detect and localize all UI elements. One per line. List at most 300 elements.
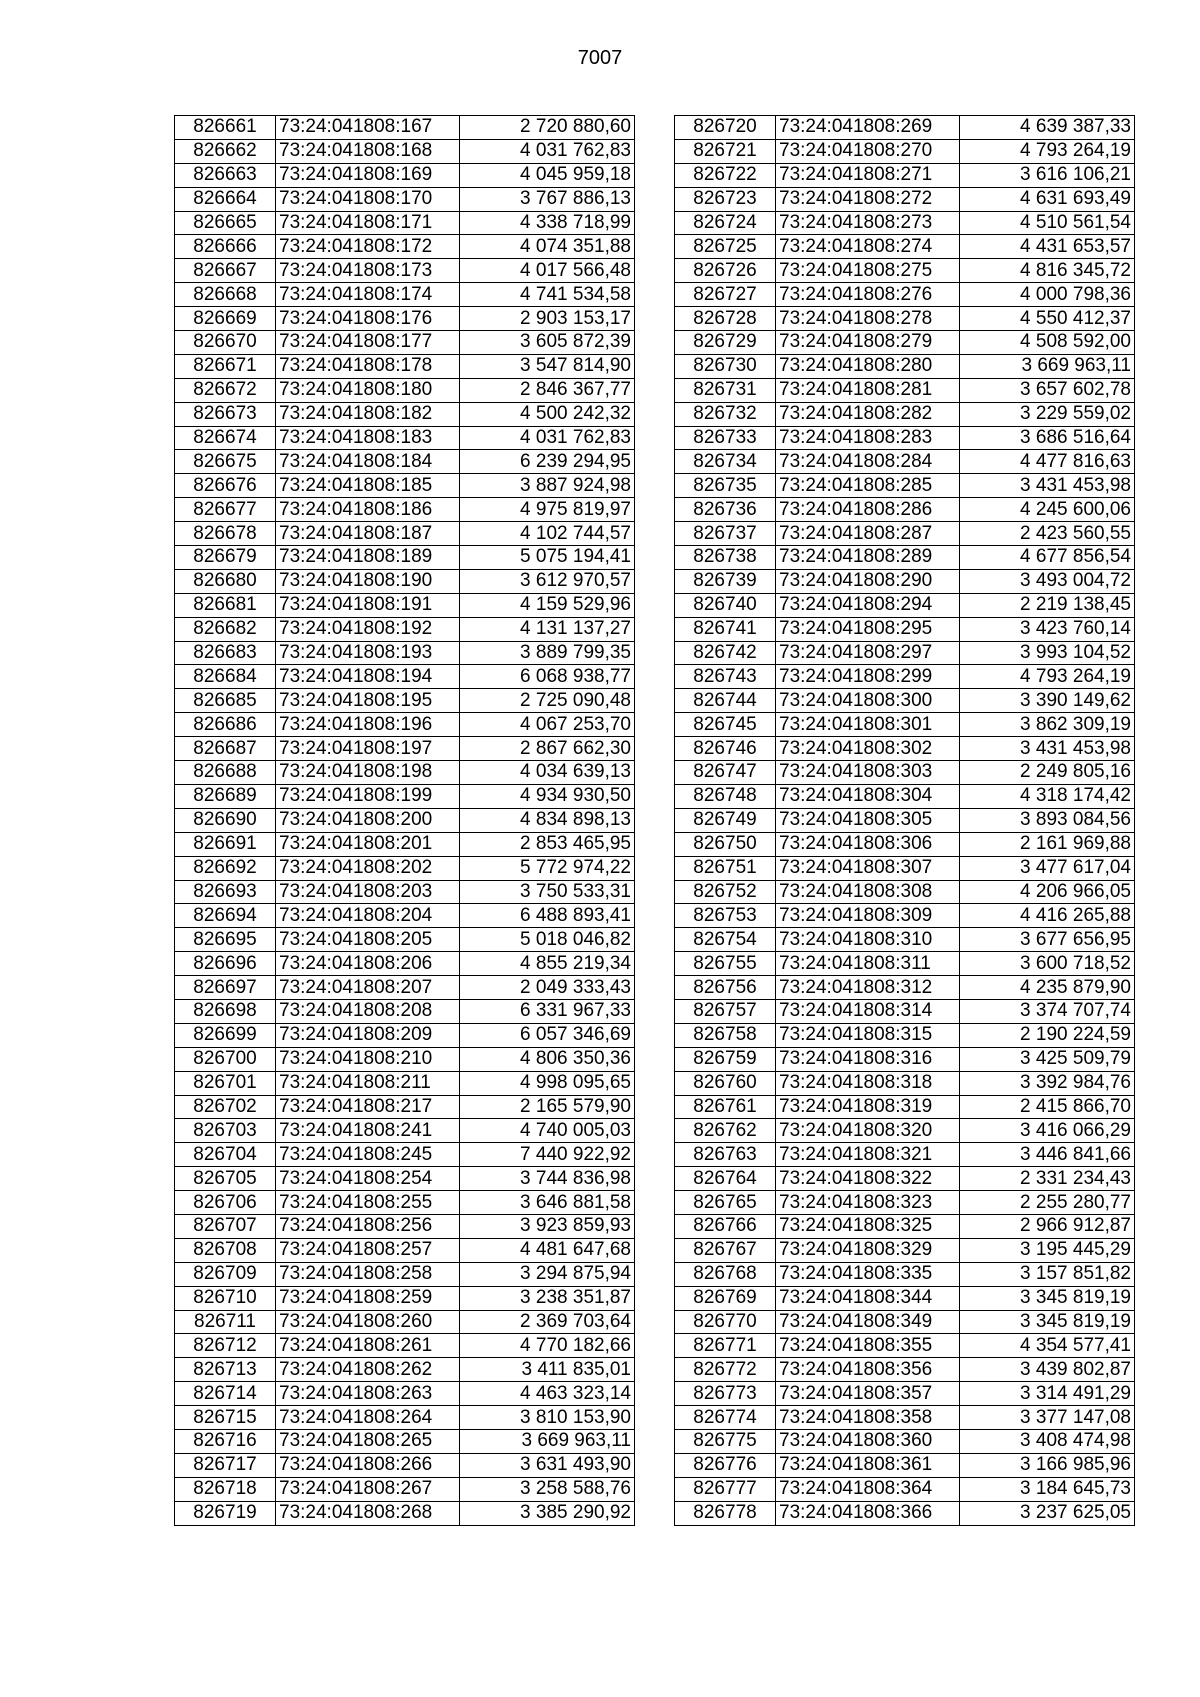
table-row [175, 1334, 635, 1358]
table-row [175, 522, 635, 546]
table-row [175, 999, 635, 1023]
row-number-cell: 826738 [675, 546, 776, 570]
row-number-cell: 826686 [175, 713, 276, 737]
cadastral-number-cell: 73:24:041808:192 [276, 617, 460, 641]
cadastral-number-cell: 73:24:041808:263 [276, 1382, 460, 1406]
cadastral-number-cell: 73:24:041808:357 [776, 1382, 960, 1406]
value-cell: 3 657 602,78 [960, 378, 1135, 402]
cadastral-number-cell: 73:24:041808:245 [276, 1143, 460, 1167]
table-row [175, 1119, 635, 1143]
value-cell: 3 392 984,76 [960, 1071, 1135, 1095]
value-cell: 3 893 084,56 [960, 808, 1135, 832]
table-row [675, 904, 1135, 928]
table-row [675, 1023, 1135, 1047]
value-cell: 6 068 938,77 [460, 665, 635, 689]
cadastral-number-cell: 73:24:041808:264 [276, 1406, 460, 1430]
row-number-cell: 826701 [175, 1071, 276, 1095]
cadastral-number-cell: 73:24:041808:169 [276, 163, 460, 187]
table-row [675, 617, 1135, 641]
cadastral-number-cell: 73:24:041808:272 [776, 187, 960, 211]
table-row [675, 1238, 1135, 1262]
table-row [675, 856, 1135, 880]
cadastral-number-cell: 73:24:041808:356 [776, 1358, 960, 1382]
value-cell: 5 018 046,82 [460, 928, 635, 952]
table-row [175, 1358, 635, 1382]
row-number-cell: 826704 [175, 1143, 276, 1167]
cadastral-number-cell: 73:24:041808:320 [776, 1119, 960, 1143]
cadastral-number-cell: 73:24:041808:185 [276, 474, 460, 498]
cadastral-number-cell: 73:24:041808:315 [776, 1023, 960, 1047]
cadastral-number-cell: 73:24:041808:364 [776, 1477, 960, 1501]
cadastral-number-cell: 73:24:041808:267 [276, 1477, 460, 1501]
value-cell: 3 669 963,11 [960, 354, 1135, 378]
table-row [175, 713, 635, 737]
row-number-cell: 826708 [175, 1238, 276, 1262]
table-row [175, 761, 635, 785]
row-number-cell: 826776 [675, 1453, 776, 1477]
row-number-cell: 826689 [175, 784, 276, 808]
value-cell: 7 440 922,92 [460, 1143, 635, 1167]
data-table-left [174, 115, 635, 1526]
cadastral-number-cell: 73:24:041808:200 [276, 808, 460, 832]
cadastral-number-cell: 73:24:041808:301 [776, 713, 960, 737]
table-row [675, 331, 1135, 355]
row-number-cell: 826668 [175, 283, 276, 307]
table-row [175, 880, 635, 904]
value-cell: 3 993 104,52 [960, 641, 1135, 665]
table-row [675, 1071, 1135, 1095]
cadastral-number-cell: 73:24:041808:318 [776, 1071, 960, 1095]
row-number-cell: 826764 [675, 1167, 776, 1191]
value-cell: 2 720 880,60 [460, 116, 635, 140]
cadastral-number-cell: 73:24:041808:266 [276, 1453, 460, 1477]
cadastral-number-cell: 73:24:041808:300 [776, 689, 960, 713]
table-row [675, 976, 1135, 1000]
row-number-cell: 826670 [175, 331, 276, 355]
table-row [175, 354, 635, 378]
table-row [175, 498, 635, 522]
row-number-cell: 826750 [675, 832, 776, 856]
table-row [675, 116, 1135, 140]
table-row [175, 1095, 635, 1119]
row-number-cell: 826751 [675, 856, 776, 880]
row-number-cell: 826758 [675, 1023, 776, 1047]
table-row [175, 1453, 635, 1477]
row-number-cell: 826663 [175, 163, 276, 187]
cadastral-number-cell: 73:24:041808:191 [276, 593, 460, 617]
row-number-cell: 826768 [675, 1262, 776, 1286]
cadastral-number-cell: 73:24:041808:323 [776, 1191, 960, 1215]
value-cell: 2 249 805,16 [960, 761, 1135, 785]
cadastral-number-cell: 73:24:041808:260 [276, 1310, 460, 1334]
cadastral-number-cell: 73:24:041808:167 [276, 116, 460, 140]
table-row [675, 952, 1135, 976]
row-number-cell: 826736 [675, 498, 776, 522]
value-cell: 3 669 963,11 [460, 1429, 635, 1453]
cadastral-number-cell: 73:24:041808:284 [776, 450, 960, 474]
row-number-cell: 826765 [675, 1191, 776, 1215]
row-number-cell: 826698 [175, 999, 276, 1023]
page-number: 7007 [577, 47, 623, 69]
table-row [175, 163, 635, 187]
cadastral-number-cell: 73:24:041808:199 [276, 784, 460, 808]
value-cell: 4 067 253,70 [460, 713, 635, 737]
cadastral-number-cell: 73:24:041808:305 [776, 808, 960, 832]
table-row [675, 1262, 1135, 1286]
value-cell: 2 161 969,88 [960, 832, 1135, 856]
row-number-cell: 826667 [175, 259, 276, 283]
cadastral-number-cell: 73:24:041808:360 [776, 1429, 960, 1453]
cadastral-number-cell: 73:24:041808:173 [276, 259, 460, 283]
value-cell: 4 131 137,27 [460, 617, 635, 641]
table-row [175, 1191, 635, 1215]
table-row [675, 593, 1135, 617]
row-number-cell: 826713 [175, 1358, 276, 1382]
table-row [675, 1429, 1135, 1453]
table-row [175, 1238, 635, 1262]
table-row [675, 1119, 1135, 1143]
table-row [675, 259, 1135, 283]
value-cell: 3 605 872,39 [460, 331, 635, 355]
cadastral-number-cell: 73:24:041808:271 [776, 163, 960, 187]
value-cell: 2 423 560,55 [960, 522, 1135, 546]
cadastral-number-cell: 73:24:041808:269 [776, 116, 960, 140]
value-cell: 3 744 836,98 [460, 1167, 635, 1191]
row-number-cell: 826730 [675, 354, 776, 378]
row-number-cell: 826673 [175, 402, 276, 426]
cadastral-number-cell: 73:24:041808:171 [276, 211, 460, 235]
value-cell: 6 331 967,33 [460, 999, 635, 1023]
cadastral-number-cell: 73:24:041808:182 [276, 402, 460, 426]
table-row [675, 665, 1135, 689]
table-row [675, 139, 1135, 163]
value-cell: 4 741 534,58 [460, 283, 635, 307]
value-cell: 3 385 290,92 [460, 1501, 635, 1525]
value-cell: 4 017 566,48 [460, 259, 635, 283]
value-cell: 2 966 912,87 [960, 1214, 1135, 1238]
table-row [175, 1167, 635, 1191]
cadastral-number-cell: 73:24:041808:217 [276, 1095, 460, 1119]
cadastral-number-cell: 73:24:041808:287 [776, 522, 960, 546]
row-number-cell: 826729 [675, 331, 776, 355]
value-cell: 4 508 592,00 [960, 331, 1135, 355]
row-number-cell: 826722 [675, 163, 776, 187]
cadastral-number-cell: 73:24:041808:207 [276, 976, 460, 1000]
value-cell: 4 855 219,34 [460, 952, 635, 976]
value-cell: 4 031 762,83 [460, 139, 635, 163]
value-cell: 3 195 445,29 [960, 1238, 1135, 1262]
table-row [675, 1406, 1135, 1430]
cadastral-number-cell: 73:24:041808:174 [276, 283, 460, 307]
table-row [675, 1477, 1135, 1501]
cadastral-number-cell: 73:24:041808:270 [776, 139, 960, 163]
value-cell: 4 354 577,41 [960, 1334, 1135, 1358]
value-cell: 3 390 149,62 [960, 689, 1135, 713]
table-row [175, 569, 635, 593]
row-number-cell: 826706 [175, 1191, 276, 1215]
value-cell: 3 431 453,98 [960, 474, 1135, 498]
cadastral-number-cell: 73:24:041808:309 [776, 904, 960, 928]
row-number-cell: 826666 [175, 235, 276, 259]
value-cell: 3 416 066,29 [960, 1119, 1135, 1143]
cadastral-number-cell: 73:24:041808:170 [276, 187, 460, 211]
value-cell: 3 439 802,87 [960, 1358, 1135, 1382]
table-row [175, 1143, 635, 1167]
row-number-cell: 826721 [675, 139, 776, 163]
cadastral-number-cell: 73:24:041808:366 [776, 1501, 960, 1525]
row-number-cell: 826709 [175, 1262, 276, 1286]
row-number-cell: 826674 [175, 426, 276, 450]
cadastral-number-cell: 73:24:041808:184 [276, 450, 460, 474]
cadastral-number-cell: 73:24:041808:262 [276, 1358, 460, 1382]
table-row [675, 450, 1135, 474]
cadastral-number-cell: 73:24:041808:258 [276, 1262, 460, 1286]
row-number-cell: 826728 [675, 307, 776, 331]
cadastral-number-cell: 73:24:041808:355 [776, 1334, 960, 1358]
table-row [175, 1429, 635, 1453]
value-cell: 3 493 004,72 [960, 569, 1135, 593]
value-cell: 4 463 323,14 [460, 1382, 635, 1406]
row-number-cell: 826744 [675, 689, 776, 713]
cadastral-number-cell: 73:24:041808:254 [276, 1167, 460, 1191]
row-number-cell: 826715 [175, 1406, 276, 1430]
row-number-cell: 826753 [675, 904, 776, 928]
row-number-cell: 826694 [175, 904, 276, 928]
cadastral-number-cell: 73:24:041808:265 [276, 1429, 460, 1453]
row-number-cell: 826718 [175, 1477, 276, 1501]
cadastral-number-cell: 73:24:041808:255 [276, 1191, 460, 1215]
table-row [675, 1214, 1135, 1238]
row-number-cell: 826725 [675, 235, 776, 259]
value-cell: 4 793 264,19 [960, 139, 1135, 163]
cadastral-number-cell: 73:24:041808:325 [776, 1214, 960, 1238]
table-row [675, 354, 1135, 378]
value-cell: 3 411 835,01 [460, 1358, 635, 1382]
row-number-cell: 826741 [675, 617, 776, 641]
row-number-cell: 826678 [175, 522, 276, 546]
cadastral-number-cell: 73:24:041808:329 [776, 1238, 960, 1262]
table-row [175, 116, 635, 140]
row-number-cell: 826720 [675, 116, 776, 140]
cadastral-number-cell: 73:24:041808:198 [276, 761, 460, 785]
table-row [175, 1071, 635, 1095]
row-number-cell: 826775 [675, 1429, 776, 1453]
table-row [675, 187, 1135, 211]
cadastral-number-cell: 73:24:041808:257 [276, 1238, 460, 1262]
row-number-cell: 826772 [675, 1358, 776, 1382]
cadastral-number-cell: 73:24:041808:187 [276, 522, 460, 546]
cadastral-number-cell: 73:24:041808:283 [776, 426, 960, 450]
value-cell: 3 631 493,90 [460, 1453, 635, 1477]
value-cell: 4 793 264,19 [960, 665, 1135, 689]
cadastral-number-cell: 73:24:041808:190 [276, 569, 460, 593]
table-row [675, 522, 1135, 546]
row-number-cell: 826707 [175, 1214, 276, 1238]
value-cell: 6 057 346,69 [460, 1023, 635, 1047]
cadastral-number-cell: 73:24:041808:311 [776, 952, 960, 976]
cadastral-number-cell: 73:24:041808:319 [776, 1095, 960, 1119]
row-number-cell: 826714 [175, 1382, 276, 1406]
value-cell: 3 258 588,76 [460, 1477, 635, 1501]
value-cell: 2 867 662,30 [460, 737, 635, 761]
row-number-cell: 826747 [675, 761, 776, 785]
value-cell: 2 725 090,48 [460, 689, 635, 713]
cadastral-number-cell: 73:24:041808:278 [776, 307, 960, 331]
table-row [675, 1095, 1135, 1119]
cadastral-number-cell: 73:24:041808:273 [776, 211, 960, 235]
cadastral-number-cell: 73:24:041808:204 [276, 904, 460, 928]
table-row [675, 283, 1135, 307]
cadastral-number-cell: 73:24:041808:268 [276, 1501, 460, 1525]
row-number-cell: 826690 [175, 808, 276, 832]
table-row [175, 904, 635, 928]
row-number-cell: 826731 [675, 378, 776, 402]
cadastral-number-cell: 73:24:041808:201 [276, 832, 460, 856]
table-row [675, 378, 1135, 402]
row-number-cell: 826752 [675, 880, 776, 904]
cadastral-number-cell: 73:24:041808:316 [776, 1047, 960, 1071]
cadastral-number-cell: 73:24:041808:205 [276, 928, 460, 952]
value-cell: 4 031 762,83 [460, 426, 635, 450]
value-cell: 2 165 579,90 [460, 1095, 635, 1119]
cadastral-number-cell: 73:24:041808:289 [776, 546, 960, 570]
row-number-cell: 826766 [675, 1214, 776, 1238]
value-cell: 4 816 345,72 [960, 259, 1135, 283]
value-cell: 3 612 970,57 [460, 569, 635, 593]
row-number-cell: 826676 [175, 474, 276, 498]
table-row [675, 1382, 1135, 1406]
value-cell: 2 190 224,59 [960, 1023, 1135, 1047]
value-cell: 3 477 617,04 [960, 856, 1135, 880]
table-row [175, 139, 635, 163]
row-number-cell: 826757 [675, 999, 776, 1023]
cadastral-number-cell: 73:24:041808:178 [276, 354, 460, 378]
value-cell: 3 810 153,90 [460, 1406, 635, 1430]
cadastral-number-cell: 73:24:041808:194 [276, 665, 460, 689]
cadastral-number-cell: 73:24:041808:349 [776, 1310, 960, 1334]
row-number-cell: 826724 [675, 211, 776, 235]
row-number-cell: 826664 [175, 187, 276, 211]
cadastral-number-cell: 73:24:041808:195 [276, 689, 460, 713]
row-number-cell: 826727 [675, 283, 776, 307]
value-cell: 2 331 234,43 [960, 1167, 1135, 1191]
row-number-cell: 826739 [675, 569, 776, 593]
value-cell: 4 159 529,96 [460, 593, 635, 617]
value-cell: 3 166 985,96 [960, 1453, 1135, 1477]
cadastral-number-cell: 73:24:041808:297 [776, 641, 960, 665]
row-number-cell: 826671 [175, 354, 276, 378]
cadastral-number-cell: 73:24:041808:310 [776, 928, 960, 952]
row-number-cell: 826743 [675, 665, 776, 689]
value-cell: 4 477 816,63 [960, 450, 1135, 474]
cadastral-number-cell: 73:24:041808:256 [276, 1214, 460, 1238]
value-cell: 2 049 333,43 [460, 976, 635, 1000]
row-number-cell: 826688 [175, 761, 276, 785]
cadastral-number-cell: 73:24:041808:210 [276, 1047, 460, 1071]
row-number-cell: 826716 [175, 1429, 276, 1453]
value-cell: 2 255 280,77 [960, 1191, 1135, 1215]
value-cell: 4 206 966,05 [960, 880, 1135, 904]
row-number-cell: 826723 [675, 187, 776, 211]
value-cell: 2 853 465,95 [460, 832, 635, 856]
cadastral-number-cell: 73:24:041808:276 [776, 283, 960, 307]
cadastral-number-cell: 73:24:041808:308 [776, 880, 960, 904]
value-cell: 3 767 886,13 [460, 187, 635, 211]
table-row [675, 498, 1135, 522]
row-number-cell: 826761 [675, 1095, 776, 1119]
table-row [175, 737, 635, 761]
cadastral-number-cell: 73:24:041808:209 [276, 1023, 460, 1047]
row-number-cell: 826712 [175, 1334, 276, 1358]
row-number-cell: 826760 [675, 1071, 776, 1095]
table-row [175, 259, 635, 283]
row-number-cell: 826755 [675, 952, 776, 976]
table-row [175, 450, 635, 474]
cadastral-number-cell: 73:24:041808:295 [776, 617, 960, 641]
table-row [675, 1167, 1135, 1191]
table-row [175, 1501, 635, 1525]
cadastral-number-cell: 73:24:041808:322 [776, 1167, 960, 1191]
table-row [175, 856, 635, 880]
value-cell: 3 238 351,87 [460, 1286, 635, 1310]
table-row [675, 402, 1135, 426]
row-number-cell: 826735 [675, 474, 776, 498]
table-row [175, 187, 635, 211]
value-cell: 3 377 147,08 [960, 1406, 1135, 1430]
row-number-cell: 826711 [175, 1310, 276, 1334]
row-number-cell: 826684 [175, 665, 276, 689]
cadastral-number-cell: 73:24:041808:285 [776, 474, 960, 498]
cadastral-number-cell: 73:24:041808:312 [776, 976, 960, 1000]
row-number-cell: 826733 [675, 426, 776, 450]
table-row [675, 1453, 1135, 1477]
value-cell: 6 239 294,95 [460, 450, 635, 474]
value-cell: 4 074 351,88 [460, 235, 635, 259]
value-cell: 3 425 509,79 [960, 1047, 1135, 1071]
row-number-cell: 826675 [175, 450, 276, 474]
cadastral-number-cell: 73:24:041808:358 [776, 1406, 960, 1430]
value-cell: 4 631 693,49 [960, 187, 1135, 211]
value-cell: 3 184 645,73 [960, 1477, 1135, 1501]
value-cell: 2 219 138,45 [960, 593, 1135, 617]
row-number-cell: 826717 [175, 1453, 276, 1477]
value-cell: 4 806 350,36 [460, 1047, 635, 1071]
row-number-cell: 826726 [675, 259, 776, 283]
value-cell: 4 998 095,65 [460, 1071, 635, 1095]
table-row [675, 235, 1135, 259]
value-cell: 2 846 367,77 [460, 378, 635, 402]
row-number-cell: 826679 [175, 546, 276, 570]
value-cell: 4 034 639,13 [460, 761, 635, 785]
value-cell: 4 740 005,03 [460, 1119, 635, 1143]
row-number-cell: 826748 [675, 784, 776, 808]
row-number-cell: 826703 [175, 1119, 276, 1143]
cadastral-number-cell: 73:24:041808:321 [776, 1143, 960, 1167]
cadastral-number-cell: 73:24:041808:279 [776, 331, 960, 355]
row-number-cell: 826749 [675, 808, 776, 832]
cadastral-number-cell: 73:24:041808:196 [276, 713, 460, 737]
table-row [175, 283, 635, 307]
row-number-cell: 826732 [675, 402, 776, 426]
table-row [175, 402, 635, 426]
cadastral-number-cell: 73:24:041808:197 [276, 737, 460, 761]
value-cell: 4 235 879,90 [960, 976, 1135, 1000]
table-row [675, 1310, 1135, 1334]
value-cell: 4 500 242,32 [460, 402, 635, 426]
value-cell: 3 431 453,98 [960, 737, 1135, 761]
row-number-cell: 826693 [175, 880, 276, 904]
table-row [675, 474, 1135, 498]
